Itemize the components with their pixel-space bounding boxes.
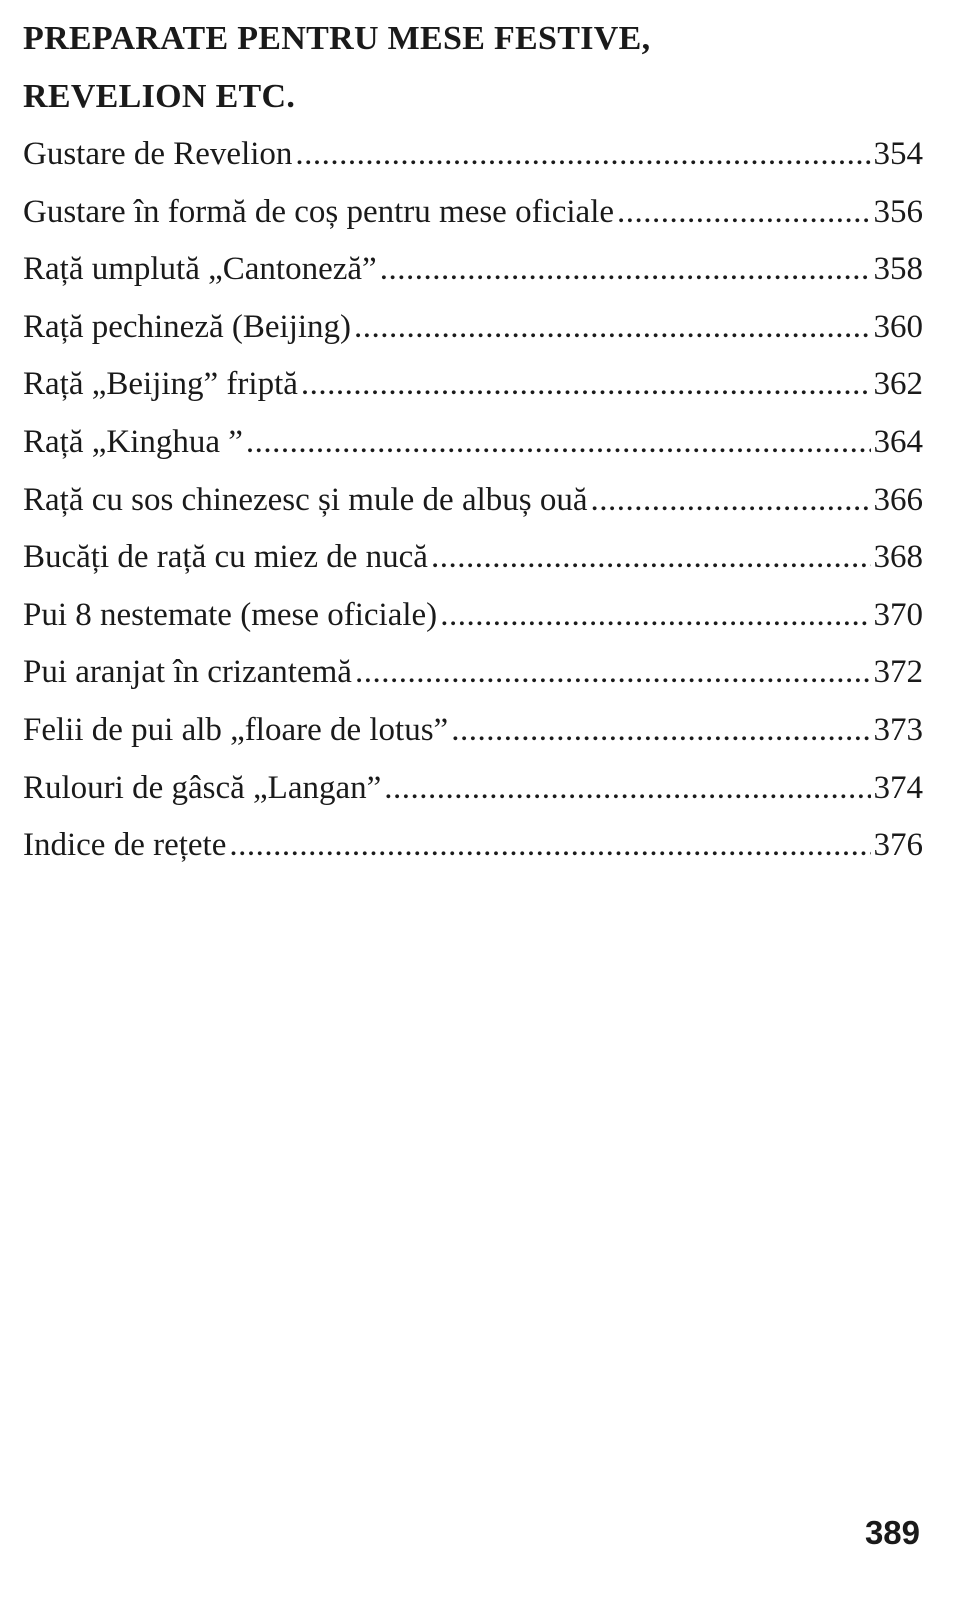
toc-entry-page: 376 <box>873 827 923 864</box>
toc-entry-page: 370 <box>873 596 923 633</box>
toc-dot-leader <box>355 644 871 702</box>
section-heading-line-2: REVELION ETC. <box>23 78 296 115</box>
toc-entry-title: Rață umplută „Cantoneză” <box>23 251 377 288</box>
toc-list <box>23 126 923 875</box>
toc-entry[interactable] <box>23 529 923 587</box>
toc-entry-page: 358 <box>873 251 923 288</box>
toc-entry-title: Rață „Kinghua ” <box>23 423 243 460</box>
toc-entry-title: Rulouri de gâscă „Langan” <box>23 769 382 806</box>
toc-dot-leader <box>617 184 870 242</box>
toc-entry[interactable] <box>23 299 923 357</box>
toc-dot-leader <box>440 587 870 645</box>
toc-entry[interactable] <box>23 587 923 645</box>
toc-entry[interactable] <box>23 644 923 702</box>
toc-entry-title: Rață „Beijing” friptă <box>23 366 298 403</box>
toc-entry-title: Gustare în formă de coș pentru mese oficiale <box>23 193 615 230</box>
toc-dot-leader <box>431 529 871 587</box>
toc-entry-title: Felii de pui alb „floare de lotus” <box>23 711 449 748</box>
toc-entry-title: Rață pechineză (Beijing) <box>23 308 352 345</box>
toc-entry-title: Rață cu sos chinezesc și mule de albuș ouă <box>23 481 588 518</box>
table-of-contents-page <box>23 10 923 875</box>
toc-dot-leader <box>301 356 871 414</box>
page-number: 389 <box>864 1514 920 1551</box>
toc-entry[interactable] <box>23 472 923 530</box>
toc-entry-page: 360 <box>873 308 923 345</box>
toc-entry[interactable] <box>23 414 923 472</box>
toc-entry[interactable] <box>23 241 923 299</box>
toc-dot-leader <box>591 472 871 530</box>
toc-entry-page: 373 <box>873 711 923 748</box>
toc-dot-leader <box>246 414 871 472</box>
section-heading <box>23 10 923 126</box>
toc-entry[interactable] <box>23 184 923 242</box>
toc-entry-page: 364 <box>873 423 923 460</box>
toc-entry-page: 356 <box>873 193 923 230</box>
toc-entry-page: 354 <box>873 136 923 172</box>
toc-entry[interactable] <box>23 760 923 818</box>
section-heading-line-1: PREPARATE PENTRU MESE FESTIVE, <box>23 20 651 57</box>
toc-entry-page: 374 <box>873 769 923 806</box>
toc-entry-title: Bucăți de rață cu miez de nucă <box>23 539 428 576</box>
toc-entry-title: Gustare de Revelion <box>23 136 293 172</box>
toc-dot-leader <box>229 817 870 875</box>
toc-entry[interactable] <box>23 356 923 414</box>
toc-dot-leader <box>354 299 870 357</box>
toc-dot-leader <box>384 760 870 818</box>
toc-entry[interactable] <box>23 817 923 875</box>
toc-dot-leader <box>380 241 871 299</box>
toc-entry-title: Indice de rețete <box>23 827 227 864</box>
toc-entry-page: 366 <box>873 481 923 518</box>
toc-entry-page: 372 <box>873 654 923 691</box>
toc-dot-leader <box>451 702 870 760</box>
toc-dot-leader <box>295 126 870 184</box>
toc-entry[interactable] <box>23 702 923 760</box>
toc-entry[interactable] <box>23 126 923 184</box>
toc-entry-page: 368 <box>873 539 923 576</box>
toc-entry-title: Pui 8 nestemate (mese oficiale) <box>23 596 438 633</box>
toc-entry-title: Pui aranjat în crizantemă <box>23 654 352 691</box>
toc-entry-page: 362 <box>873 366 923 403</box>
